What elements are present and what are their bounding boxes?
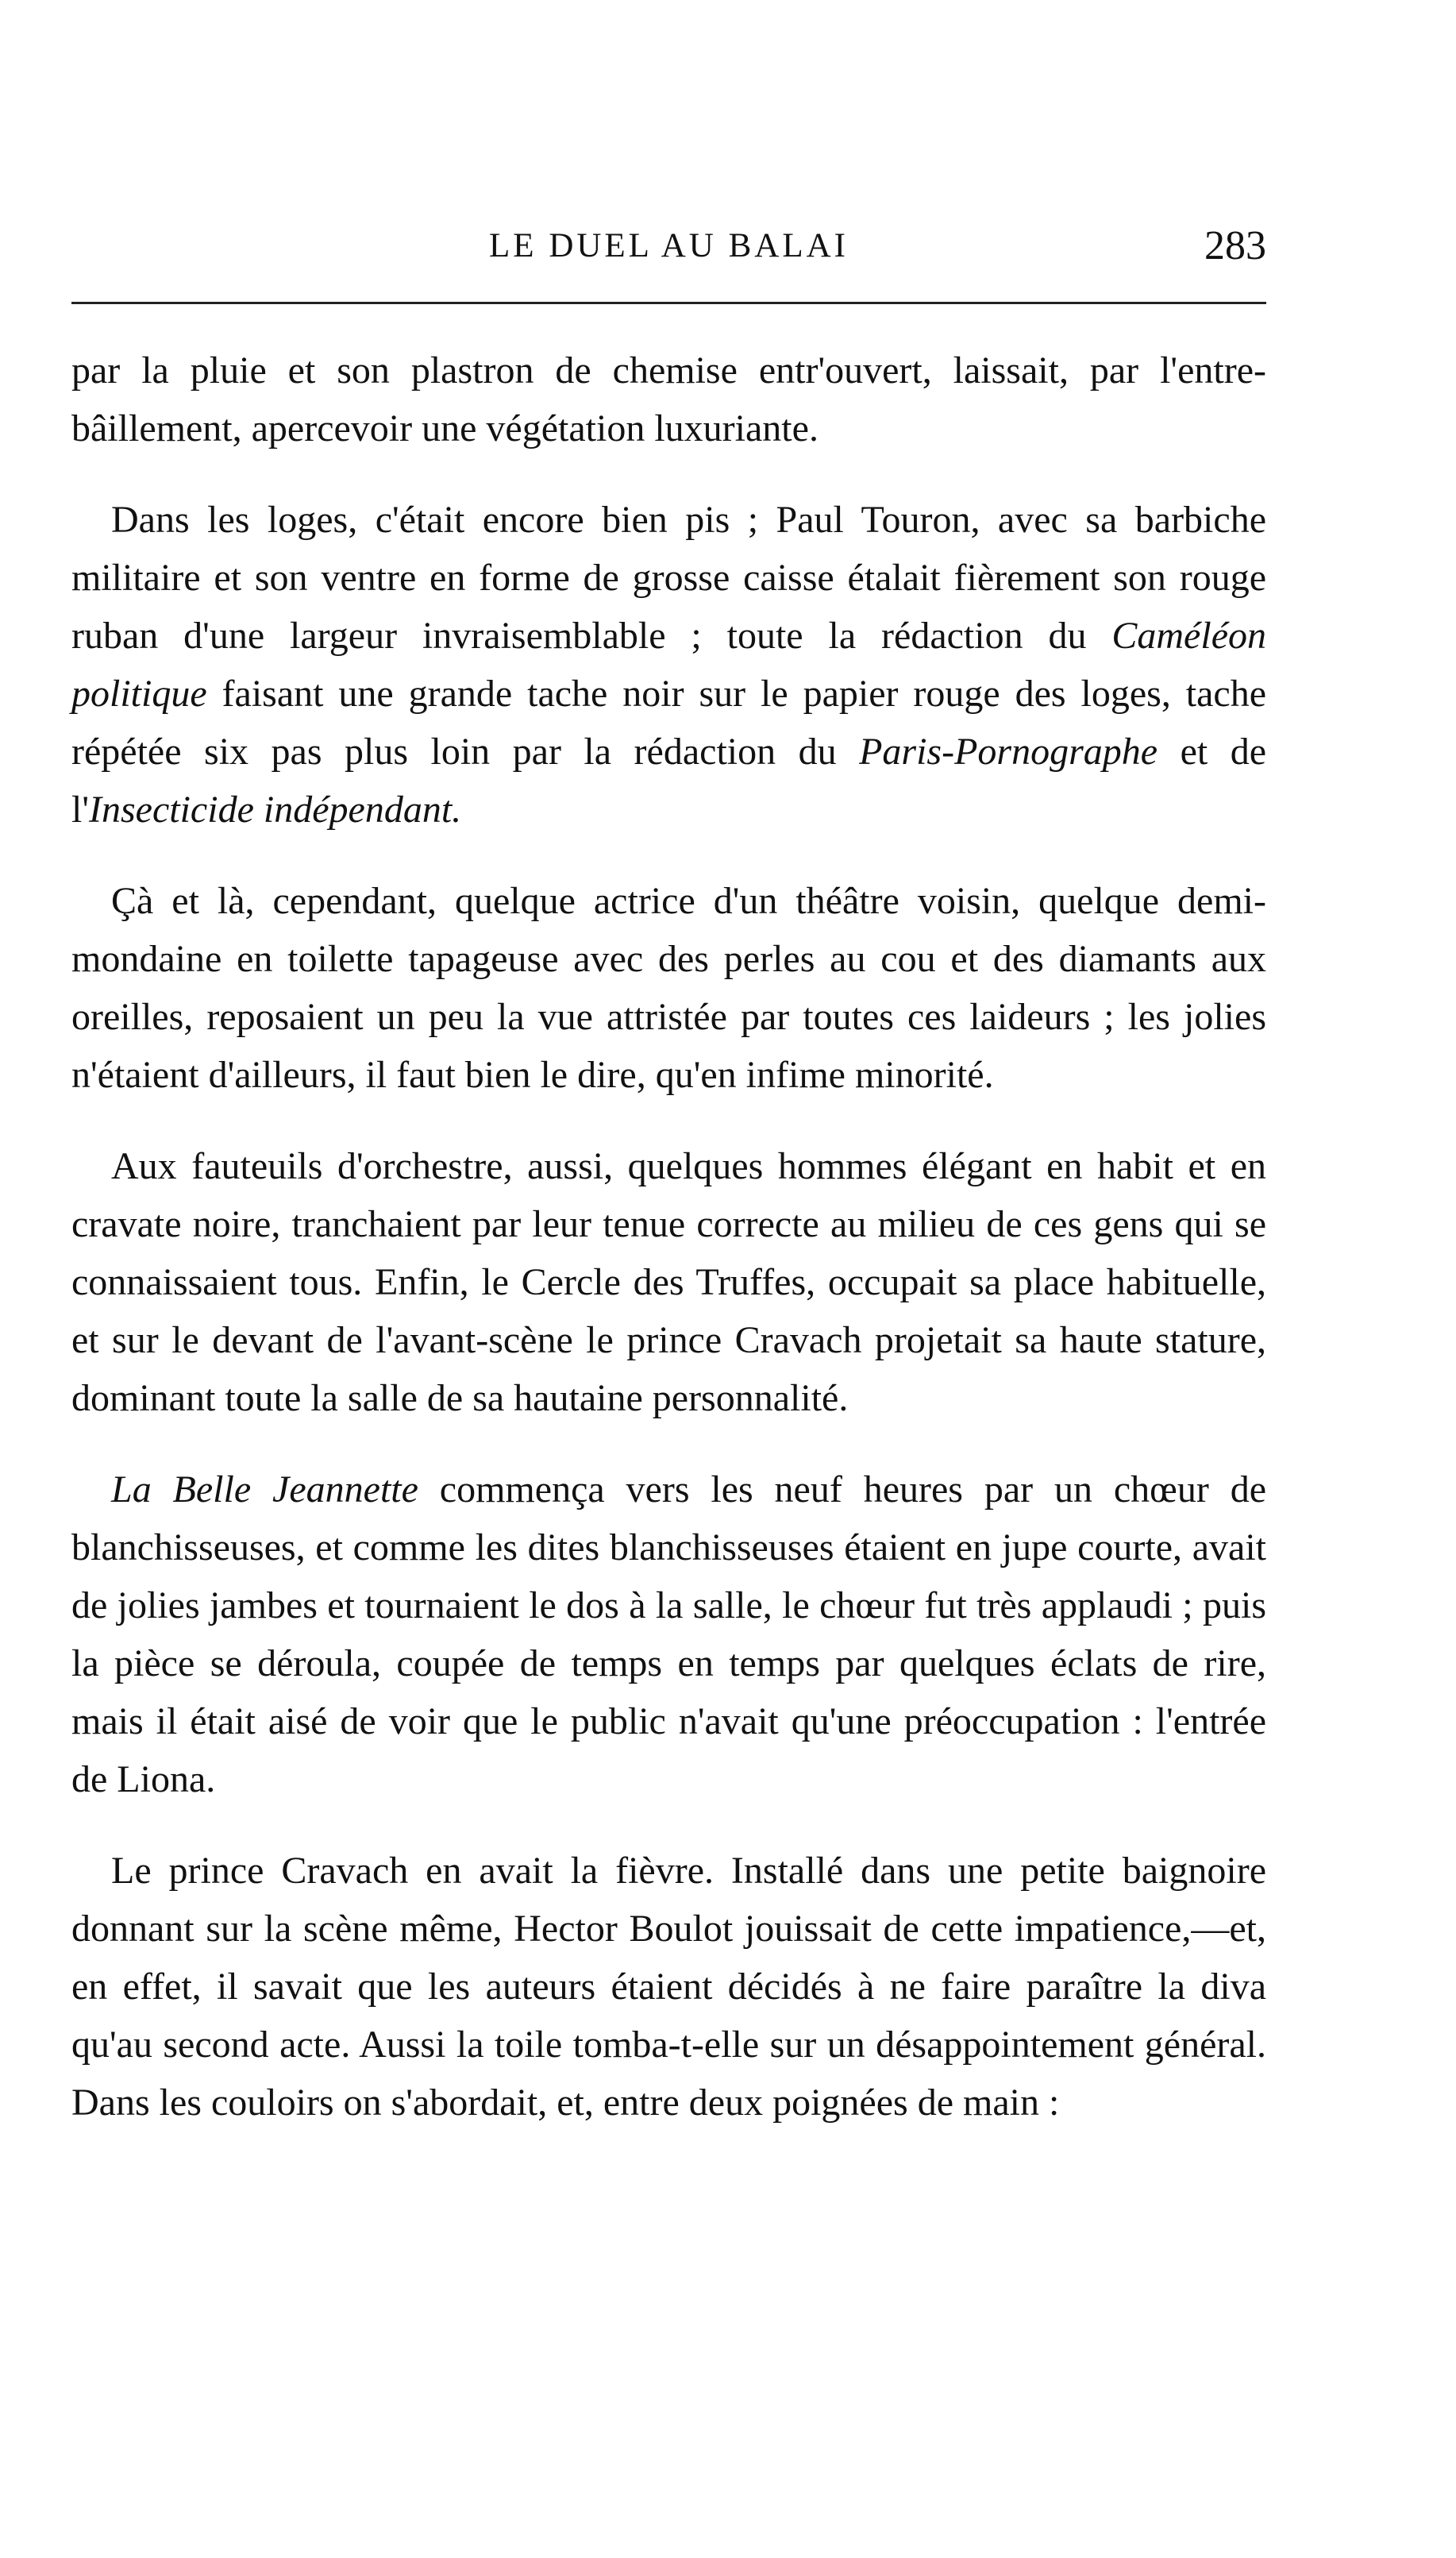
text-segment: Le prince Cravach en avait la fièvre. Installé dans une petite baignoire donnant sur la scène même, Hector Boulot jouissait de cette impatience,—et, en effet, il savait que les auteurs étaient décidés à ne faire paraître la diva qu'au second acte. Aussi la toile tomba-t-elle sur un désappointement général. Dans les couloirs on s'abordait, et, entre deux poignées de main : (71, 1850, 1266, 2124)
text-segment: et de l' (71, 731, 1266, 831)
text-segment: commença vers les neuf heures par un chœur de blanchisseuses, et comme les dites blanchisseuses étaient en jupe courte, avait de jolies jambes et tournaient le dos à la salle, le chœur fut très applaudi ; puis la pièce se déroula, coupée de temps en temps par quelques éclats de rire, mais il était aisé de voir que le public n'avait qu'une préoccupation : l'entrée de Liona. (71, 1468, 1266, 1800)
paragraph (71, 341, 1266, 457)
text-segment: Dans les loges, c'était encore bien pis ; Paul Touron, avec sa barbiche militaire et son ventre en forme de grosse caisse étalait fièrement son rouge ruban d'une largeur invraisemblable ; toute la rédaction du (71, 499, 1266, 657)
paragraph (71, 1842, 1266, 2132)
header-rule (71, 302, 1266, 304)
text-segment: Aux fauteuils d'orchestre, aussi, quelques hommes élégant en habit et en cravate noire, tranchaient par leur tenue correcte au milieu de ces gens qui se connaissaient tous. Enfin, le Cercle des Truffes, occupait sa place habituelle, et sur le devant de l'avant-scène le prince Cravach projetait sa haute stature, dominant toute la salle de sa hautaine personnalité. (71, 1145, 1266, 1419)
page-header (71, 218, 1266, 274)
italic-text: Insecticide indépendant. (88, 789, 462, 831)
body-text (71, 341, 1266, 2165)
text-segment: faisant une grande tache noir sur le papier rouge des loges, tache répétée six pas plus loin par la rédaction du (71, 673, 1266, 773)
paragraph (71, 491, 1266, 839)
italic-text: Paris-Pornographe (859, 731, 1158, 773)
text-segment: par la pluie et son plastron de chemise entr'ouvert, laissait, par l'entre-bâillement, apercevoir une végétation luxuriante. (71, 349, 1266, 449)
italic-text: Caméléon politique (71, 615, 1266, 715)
running-title: LE DUEL AU BALAI (489, 227, 849, 264)
page-number: 283 (1204, 223, 1266, 268)
text-segment: Çà et là, cependant, quelque actrice d'un théâtre voisin, quelque demi-mondaine en toilette tapageuse avec des perles au cou et des diamants aux oreilles, reposaient un peu la vue attristée par toutes ces laideurs ; les jolies n'étaient d'ailleurs, il faut bien le dire, qu'en infime minorité. (71, 880, 1266, 1096)
paragraph (71, 1460, 1266, 1808)
paragraph (71, 1137, 1266, 1427)
italic-text: La Belle Jeannette (111, 1468, 418, 1510)
paragraph (71, 872, 1266, 1104)
